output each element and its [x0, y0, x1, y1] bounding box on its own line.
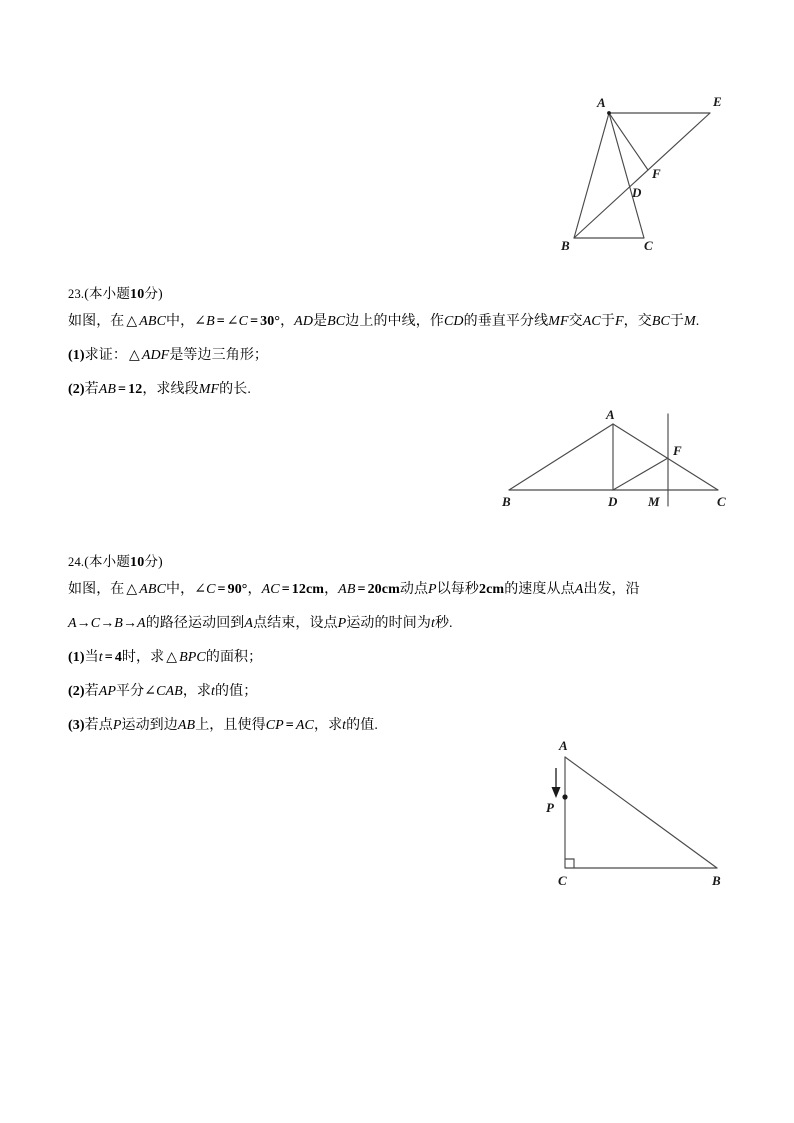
q23-l1-cd: CD: [443, 314, 464, 329]
q23-l1-t5: 边上的中线，作: [345, 314, 444, 329]
q23-l1-degrees: 30°: [260, 314, 281, 329]
q23-l1-abc: ABC: [139, 314, 167, 329]
figure-3-label-A: A: [559, 738, 568, 753]
q24-s1-triangle-symbol: △: [166, 650, 178, 665]
q24-s2-variable-t: t: [211, 684, 216, 699]
question-23-body-line-1: [68, 305, 728, 339]
q24-l2-point-a: A: [244, 616, 254, 631]
figure-1-label-F: F: [652, 166, 661, 181]
q23-l1-t8: 于: [600, 314, 615, 329]
q23-l1-bc2: BC: [651, 314, 670, 329]
q24-l1-t2: 中，: [166, 582, 195, 597]
q24-s1-t3: 的面积；: [205, 650, 263, 665]
q24-s3-t4: ，求: [313, 718, 343, 733]
question-24-number: 24.: [68, 555, 85, 569]
q24-s2-t4: 的值；: [215, 684, 258, 699]
segment-AF: [609, 113, 648, 170]
q23-l1-angle-c: ∠C: [226, 314, 249, 329]
figure-3-label-B: B: [712, 873, 721, 888]
question-23-header: [68, 284, 728, 305]
figure-2-label-D: D: [608, 494, 618, 509]
question-23-score: 10: [130, 287, 145, 302]
q24-l1-degrees: 90°: [227, 582, 248, 597]
q23-s2-index: (2): [68, 382, 85, 397]
q24-s1-t2: 时，求: [121, 650, 165, 665]
q24-l1-eq3: =: [357, 582, 366, 597]
question-24-body-line-2: [68, 607, 728, 641]
q23-l1-t11: .: [695, 314, 700, 329]
q23-s2-t3: 的长.: [219, 382, 251, 397]
q24-l2-t1: 的路径运动回到: [145, 616, 245, 631]
figure-1-label-C: C: [644, 238, 653, 253]
q24-l1-ab: AB: [338, 582, 356, 597]
q23-l1-t3: ，: [280, 314, 295, 329]
q24-l1-angle-c: ∠C: [194, 582, 216, 597]
figure-2-svg: [480, 402, 740, 517]
q23-l1-t7: 交: [568, 314, 583, 329]
q23-l1-t4: 是: [313, 314, 328, 329]
q24-s3-eq: =: [285, 718, 294, 733]
q24-l1-eq2: =: [281, 582, 290, 597]
q24-s1-variable-t: t: [98, 650, 103, 665]
q23-s1-index: (1): [68, 348, 85, 363]
question-24-header: [68, 552, 728, 573]
q23-s1-t2: 是等边三角形；: [169, 348, 269, 363]
q24-l1-speed: 2cm: [479, 582, 505, 597]
q24-l2-point-p: P: [337, 616, 347, 631]
q24-l1-eq1: =: [217, 582, 226, 597]
q24-s3-t5: 的值.: [346, 718, 378, 733]
figure-1-label-A: A: [597, 95, 606, 110]
q23-s1-t1: 求证：: [84, 348, 127, 363]
q24-s3-cp: CP: [265, 718, 284, 733]
q24-s2-t2: 平分: [116, 684, 145, 699]
right-angle-marker-C: [565, 859, 574, 868]
q24-l1-t6: 以每秒: [436, 582, 480, 597]
q24-l2-t3: 运动的时间为: [346, 616, 431, 631]
q23-l1-f: F: [614, 314, 624, 329]
segment-BA: [509, 424, 613, 490]
q24-l2-path: A→C→B→A: [68, 616, 146, 631]
vertex-dot-A: [607, 111, 611, 115]
question-24-paren-open: (: [84, 554, 89, 569]
question-24-paren-close: ): [158, 554, 163, 569]
segment-AC: [609, 113, 644, 238]
q24-l1-ac: AC: [261, 582, 280, 597]
q24-s3-point-p: P: [112, 718, 122, 733]
figure-2-label-B: B: [502, 494, 511, 509]
q24-l2-t4: 秒.: [434, 616, 453, 631]
q24-s3-ab: AB: [177, 718, 196, 733]
q23-s2-t2: ，求线段: [142, 382, 199, 397]
q24-s3-t1: 若点: [84, 718, 113, 733]
q23-l1-ac: AC: [582, 314, 601, 329]
figure-2-label-A: A: [606, 407, 615, 422]
q23-l1-mf: MF: [548, 314, 569, 329]
q23-s2-eq: =: [118, 382, 127, 397]
q24-l1-t1: 如图，在: [68, 582, 125, 597]
q23-l1-eq2: =: [250, 314, 259, 329]
question-23-header-text: 本小题: [88, 286, 131, 301]
question-23-sub-1: [68, 339, 728, 373]
q24-s2-t3: ，求: [182, 684, 212, 699]
figure-3-label-P: P: [546, 800, 554, 815]
point-dot-P: [562, 794, 567, 799]
figure-1-label-B: B: [561, 238, 570, 253]
q24-s1-bpc: BPC: [179, 650, 206, 665]
figure-right-triangle-acb: [520, 730, 750, 900]
question-24-score: 10: [130, 555, 145, 570]
q24-s1-index: (1): [68, 650, 85, 665]
q24-l1-ab-value: 20cm: [367, 582, 400, 597]
figure-quadrilateral-abce: [540, 78, 760, 268]
q24-s2-t1: 若: [84, 684, 99, 699]
question-24-sub-2: [68, 675, 728, 709]
q24-s2-angle-cab: ∠CAB: [144, 684, 183, 699]
q23-s2-ab: AB: [98, 382, 117, 397]
q24-s3-t3: 上，且使得: [195, 718, 266, 733]
q24-s2-ap: AP: [98, 684, 117, 699]
figure-triangle-abc-median: [480, 402, 740, 517]
q24-l2-t2: 点结束，设点: [253, 616, 338, 631]
segment-BE: [574, 113, 710, 238]
q23-l1-m: M: [684, 314, 696, 329]
q23-l1-t2: 中，: [166, 314, 195, 329]
q23-s1-triangle-symbol: △: [128, 348, 140, 363]
q23-l1-eq1: =: [216, 314, 225, 329]
question-23-unit: 分: [144, 286, 159, 301]
motion-arrow-head-icon: [552, 787, 561, 798]
figure-3-label-C: C: [558, 873, 567, 888]
figure-1-label-D: D: [632, 185, 642, 200]
q23-l1-t6: 的垂直平分线: [463, 314, 549, 329]
segment-AB: [574, 113, 609, 238]
q24-l1-point-p: P: [428, 582, 437, 597]
question-23-block: [68, 284, 728, 407]
q23-l1-angle-b: ∠B: [194, 314, 215, 329]
q24-l1-ac-value: 12cm: [291, 582, 325, 597]
q24-s3-variable-t: t: [342, 718, 347, 733]
q24-l2-variable-t: t: [430, 616, 435, 631]
q24-s3-t2: 运动到边: [121, 718, 178, 733]
figure-1-label-E: E: [713, 94, 722, 109]
q23-l1-t10: 于: [669, 314, 685, 329]
q23-l1-t1: 如图，在: [68, 314, 125, 329]
question-23-paren-open: (: [84, 286, 89, 301]
segment-AB: [565, 757, 717, 868]
q24-s3-ac: AC: [295, 718, 314, 733]
question-24-block: [68, 552, 728, 743]
q23-s1-adf: ADF: [141, 348, 170, 363]
segment-AC: [613, 424, 718, 490]
q24-l1-t4: ，: [324, 582, 339, 597]
question-24-header-text: 本小题: [88, 554, 131, 569]
q24-l1-triangle-symbol: △: [126, 582, 138, 597]
q24-l1-point-a: A: [574, 582, 584, 597]
q24-s3-index: (3): [68, 718, 85, 733]
q23-l1-ad: AD: [294, 314, 314, 329]
q23-s2-value: 12: [128, 382, 143, 397]
figure-2-label-F: F: [673, 443, 682, 458]
q24-s2-index: (2): [68, 684, 85, 699]
q23-l1-bc: BC: [327, 314, 346, 329]
figure-2-label-M: M: [648, 494, 660, 509]
q24-s1-eq: =: [104, 650, 113, 665]
q24-l1-t8: 出发，沿: [583, 582, 640, 597]
q24-s1-value: 4: [114, 650, 122, 665]
segment-DF: [613, 458, 668, 490]
q24-s1-t1: 当: [84, 650, 99, 665]
q23-s2-t1: 若: [84, 382, 99, 397]
q23-s2-mf: MF: [198, 382, 220, 397]
q24-l1-t3: ，: [247, 582, 262, 597]
q24-l1-t5: 动点: [399, 582, 429, 597]
figure-2-label-C: C: [717, 494, 726, 509]
question-24-sub-1: [68, 641, 728, 675]
q24-l1-abc: ABC: [139, 582, 167, 597]
question-23-number: 23.: [68, 287, 85, 301]
question-24-unit: 分: [144, 554, 159, 569]
figure-1-svg: [540, 78, 760, 268]
question-24-body-line-1: [68, 573, 728, 607]
q23-l1-t9: ，交: [623, 314, 652, 329]
question-23-paren-close: ): [158, 286, 163, 301]
figure-3-svg: [520, 730, 750, 900]
q23-l1-triangle-symbol: △: [126, 314, 138, 329]
q24-l1-t7: 的速度从点: [504, 582, 575, 597]
